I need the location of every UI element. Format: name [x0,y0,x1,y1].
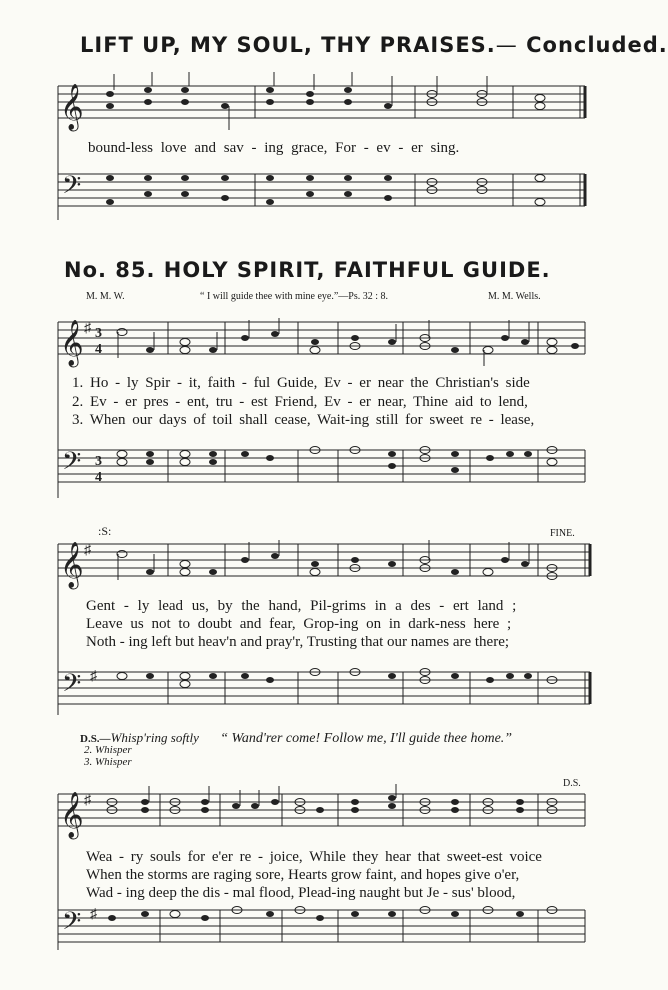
concluded-lyric: bound-less love and sav - ing grace, For - ev - er sing. [88,140,460,156]
ds-direction: Whisp'ring softly [110,730,199,745]
concluded-suffix: Concluded. [526,33,668,57]
bass-clef-icon: 𝄢 [62,172,82,205]
bass-clef-icon: 𝄢 [62,670,82,703]
system3-verse1: Wea - ry souls for e'er re - joice, While they hear that sweet-est voice [86,849,542,865]
system1-verse2: 2. Ev - er pres - ent, tru - est Friend, Ev - er near, Thine aid to lend, [72,394,528,410]
author-credit: M. M. W. [86,291,125,302]
composer-credit: M. M. Wells. [488,291,541,302]
ds-label: D.S.— [80,733,111,745]
treble-clef-icon: 𝄞 [60,542,84,587]
concluded-title [80,33,668,57]
system3-verse2: When the storms are raging sore, Hearts grow faint, and hopes give o'er, [86,867,520,883]
title-dash: — [495,33,518,57]
sharp-icon: ♯ [84,321,91,336]
concluded-title-text: LIFT UP, MY SOUL, THY PRAISES. [80,33,496,57]
sharp-icon: ♯ [90,907,97,922]
system3-verse3: Wad - ing deep the dis - mal flood, Plead-ing naught but Je - sus' blood, [86,885,516,901]
treble-clef-icon: 𝄞 [60,84,84,129]
time-sig-top: 3 [95,326,102,341]
scripture-reference: “ I will guide thee with mine eye.”—Ps. 32 : 8. [200,291,389,302]
sharp-icon: ♯ [84,793,91,808]
ds-quote: “ Wand'rer come! Follow me, I'll guide thee home.” [220,731,513,746]
ds-instruction-line1 [80,730,512,747]
ds-instruction-line3: 3. Whisper [84,756,132,768]
ds-instruction-line2: 2. Whisper [84,744,132,756]
system1-verse3: 3. When our days of toil shall cease, Wait-ing still for sweet re - lease, [72,412,535,428]
bass-clef-icon: 𝄢 [62,448,82,481]
sharp-icon: ♯ [90,669,97,684]
bass-clef-icon: 𝄢 [62,908,82,941]
segno-sign: :S: [98,524,112,538]
system2-verse2: Leave us not to doubt and fear, Grop-ing on in dark-ness here ; [86,616,512,632]
time-sig-top: 3 [95,454,102,469]
hymn-title: No. 85. HOLY SPIRIT, FAITHFUL GUIDE. [64,258,551,282]
treble-clef-icon: 𝄞 [60,320,84,365]
time-sig-bottom: 4 [95,342,102,357]
time-sig-bottom: 4 [95,470,102,485]
system2-verse3: Noth - ing left but heav'n and pray'r, Trusting that our names are there; [86,634,510,650]
system1-verse1: 1. Ho - ly Spir - it, faith - ful Guide, Ev - er near the Christian's side [72,375,530,391]
ds-marker: D.S. [563,778,581,789]
treble-clef-icon: 𝄞 [60,792,84,837]
system2-verse1: Gent - ly lead us, by the hand, Pil-grims in a des - ert land ; [86,598,517,614]
fine-marker: FINE. [550,528,575,539]
sharp-icon: ♯ [84,543,91,558]
